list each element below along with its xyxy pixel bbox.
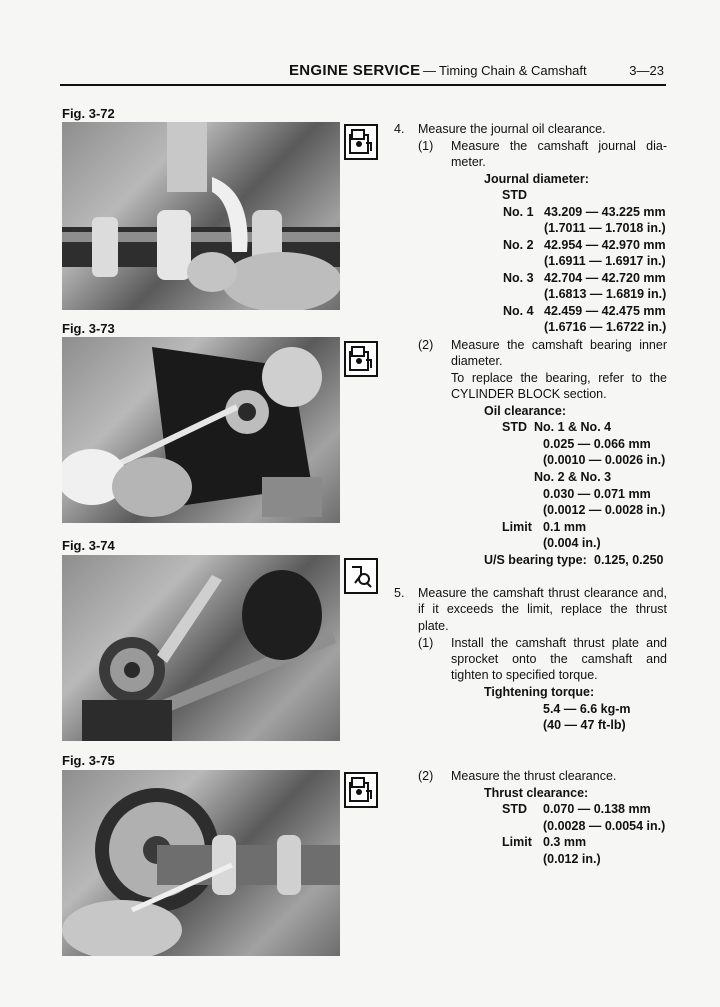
journal-no: No. 4 [503,304,534,318]
oil-heading: Oil clearance: [484,404,566,418]
substep-text: meter. [451,155,486,169]
limit-in: (0.004 in.) [543,536,601,550]
substep-text: Measure the camshaft bearing inner [451,338,667,352]
journal-no: No. 1 [503,205,534,219]
us-bearing-value: 0.125, 0.250 [594,553,664,567]
oil-group-label: No. 2 & No. 3 [534,470,612,484]
figure-label: Fig. 3-72 [62,106,115,121]
figure-label: Fig. 3-74 [62,538,115,553]
substep-text: CYLINDER BLOCK section. [451,387,607,401]
figure-photo-3-73 [62,337,340,523]
limit-label: Limit [502,520,532,534]
substep-text: Measure the camshaft journal dia- [451,139,667,153]
substep-number: (2) [418,338,434,352]
journal-in: (1.6716 — 1.6722 in.) [544,320,667,334]
oil-group-in: (0.0012 — 0.0028 in.) [543,503,666,517]
torque-heading: Tightening torque: [484,685,595,699]
measure-icon [344,124,378,160]
limit-mm: 0.3 mm [543,835,587,849]
journal-mm: 43.209 — 43.225 mm [544,205,666,219]
step-text: if it exceeds the limit, replace the thrust [418,602,667,616]
figure-label: Fig. 3-75 [62,753,115,768]
figure-photo-3-72 [62,122,340,310]
substep-number: (1) [418,636,434,650]
substep-text: Measure the thrust clearance. [451,769,617,783]
header-subtitle: Timing Chain & Camshaft [439,63,587,78]
journal-in: (1.6911 — 1.6917 in.) [544,254,666,268]
oil-group-mm: 0.030 — 0.071 mm [543,487,651,501]
limit-label: Limit [502,835,532,849]
std-label: STD [502,188,527,202]
page-header [60,62,666,86]
figure-label: Fig. 3-73 [62,321,115,336]
journal-no: No. 2 [503,238,534,252]
journal-mm: 42.954 — 42.970 mm [544,238,666,252]
journal-no: No. 3 [503,271,534,285]
journal-heading: Journal diameter: [484,172,589,186]
figure-photo-3-75 [62,770,340,956]
journal-mm: 42.704 — 42.720 mm [544,271,666,285]
header-separator: — [423,63,436,78]
thrust-heading: Thrust clearance: [484,786,589,800]
measure-icon [344,341,378,377]
substep-text: sprocket onto the camshaft and [451,652,667,666]
step-text: Measure the camshaft thrust clearance and, [418,586,667,600]
substep-text: tighten to specified torque. [451,668,598,682]
figure-photo-3-74 [62,555,340,741]
oil-group-in: (0.0010 — 0.0026 in.) [543,453,666,467]
substep-text: To replace the bearing, refer to the [451,371,667,385]
std-label: STD [502,802,527,816]
std-label: STD [502,420,527,434]
journal-in: (1.7011 — 1.7018 in.) [544,221,666,235]
limit-mm: 0.1 mm [543,520,587,534]
journal-mm: 42.459 — 42.475 mm [544,304,666,318]
substep-text: Install the camshaft thrust plate and [451,636,667,650]
us-bearing-label: U/S bearing type: [484,553,587,567]
step-number: 5. [394,586,405,600]
substep-text: diameter. [451,354,503,368]
step-text: plate. [418,619,449,633]
oil-group-mm: 0.025 — 0.066 mm [543,437,651,451]
thrust-in: (0.0028 — 0.0054 in.) [543,819,666,833]
page-number: 3—23 [629,63,664,78]
measure-icon [344,772,378,808]
step-number: 4. [394,122,405,136]
journal-in: (1.6813 — 1.6819 in.) [544,287,667,301]
torque-ftlb: (40 — 47 ft-lb) [543,718,626,732]
step-title: Measure the journal oil clearance. [418,122,606,136]
limit-in: (0.012 in.) [543,852,601,866]
substep-number: (1) [418,139,434,153]
adjust-icon [344,558,378,594]
torque-kgm: 5.4 — 6.6 kg-m [543,702,631,716]
header-title: ENGINE SERVICE [289,62,421,79]
thrust-mm: 0.070 — 0.138 mm [543,802,651,816]
substep-number: (2) [418,769,434,783]
oil-group-label: No. 1 & No. 4 [534,420,612,434]
